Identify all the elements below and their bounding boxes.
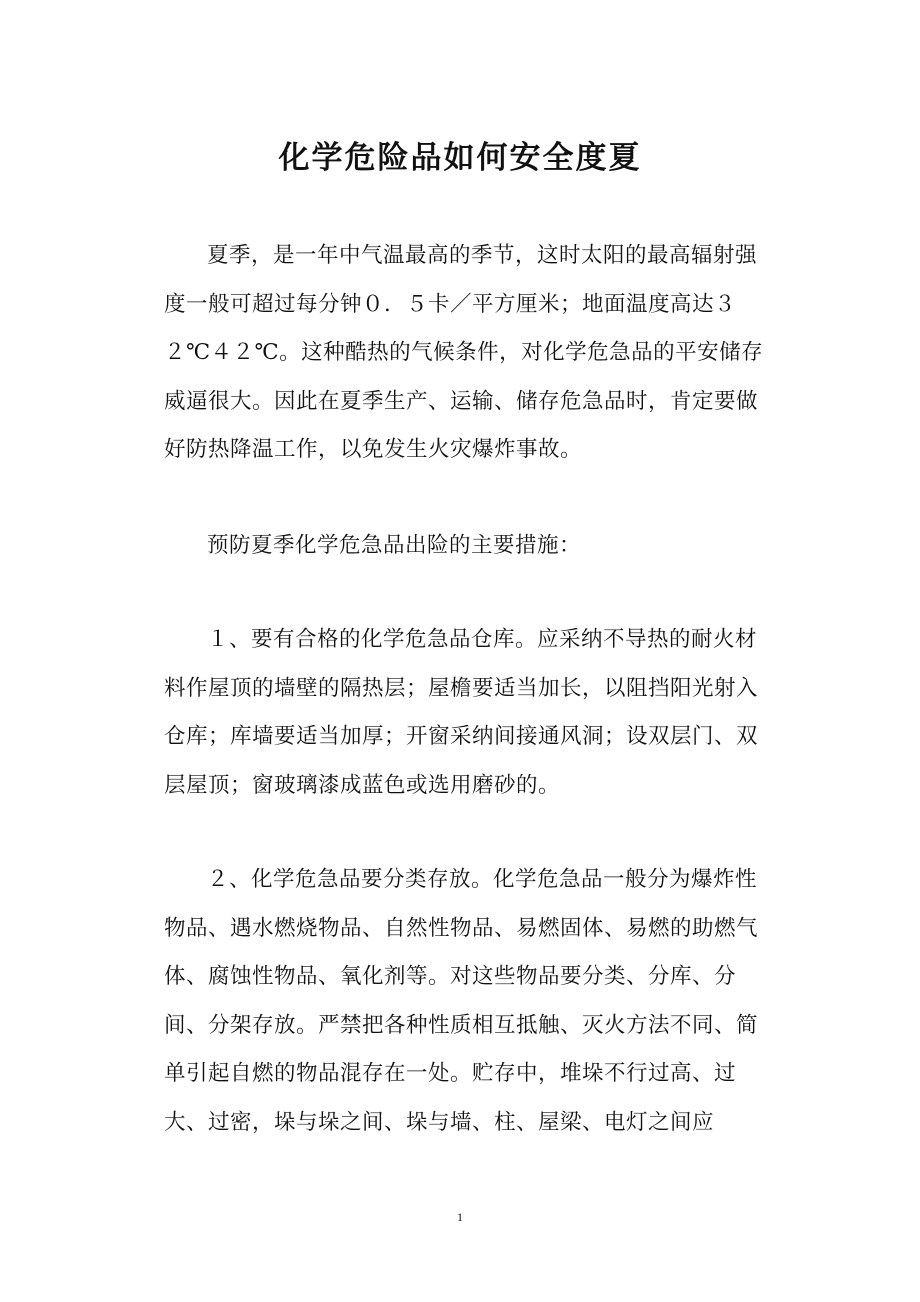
paragraph-measures-heading: 预防夏季化学危急品出险的主要措施： (207, 533, 582, 558)
page-number: 1 (457, 1210, 463, 1224)
paragraph-measure-1: １、要有合格的化学危急品仓库。应采纳不导热的耐火材料作屋顶的墙壁的隔热层；屋檐要适当加长，以阻挡阳光射入仓库；库墙要适当加厚；开窗采纳间接通风洞；设双层门、双层屋顶；窗玻璃漆成蓝色或选用磨砂的。 (164, 627, 759, 798)
paragraph-measure-2: ２、化学危急品要分类存放。化学危急品一般分为爆炸性物品、遇水燃烧物品、自然性物品、易燃固体、易燃的助燃气体、腐蚀性物品、氧化剂等。对这些物品要分类、分库、分间、分架存放。严禁把各种性质相互抵触、灭火方法不同、简单引起自燃的物品混存在一处。贮存中，堆垛不行过高、过大、过密，垛与垛之间、垛与墙、柱、屋梁、电灯之间应 (164, 867, 759, 1135)
paragraph-intro: 夏季，是一年中气温最高的季节，这时太阳的最高辐射强度一般可超过每分钟０．５卡／平方厘米；地面温度高达３２℃４２℃。这种酷热的气候条件，对化学危急品的平安储存威逼很大。因此在夏季生产、运输、储存危急品时，肯定要做好防热降温工作，以免发生火灾爆炸事故。 (164, 243, 764, 462)
page-title: 化学危险品如何安全度夏 (278, 140, 642, 176)
